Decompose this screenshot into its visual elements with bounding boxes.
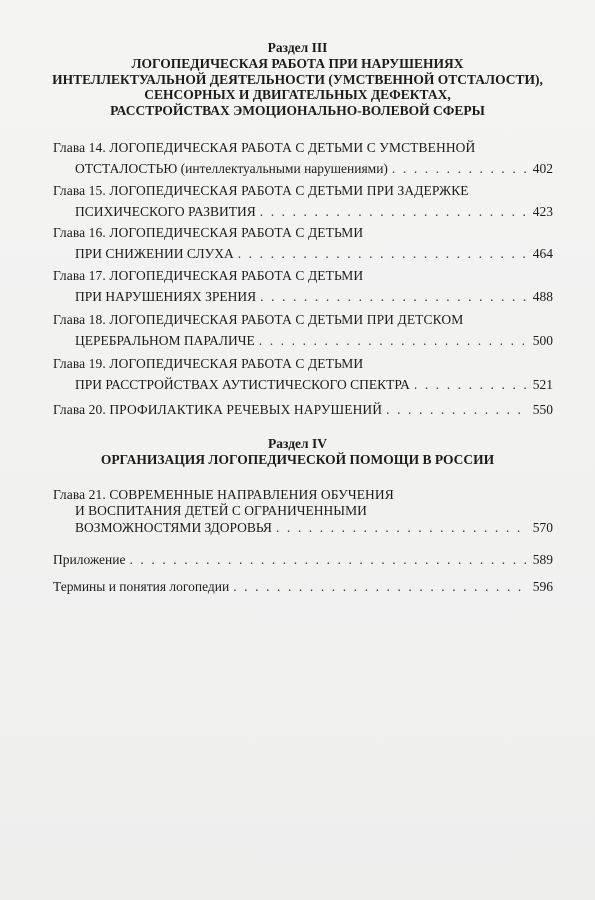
toc-entry-appendix[interactable] [53, 549, 553, 570]
toc-entry-chapter-15[interactable] [53, 180, 553, 222]
chapter-title: Глава 17. ЛОГОПЕДИЧЕСКАЯ РАБОТА С ДЕТЬМИ [53, 268, 364, 283]
chapter-title-cont: И ВОСПИТАНИЯ ДЕТЕЙ С ОГРАНИЧЕННЫМИ [75, 502, 367, 518]
section-3-title-line: ЛОГОПЕДИЧЕСКАЯ РАБОТА ПРИ НАРУШЕНИЯХ [131, 56, 464, 71]
section-4-label: Раздел IV [268, 436, 327, 451]
section-3-title-line: РАССТРОЙСТВАХ ЭМОЦИОНАЛЬНО-ВОЛЕВОЙ СФЕРЫ [110, 102, 485, 118]
toc-entry-chapter-20[interactable] [53, 399, 553, 420]
page-number: 464 [532, 246, 553, 261]
page-number: 423 [532, 204, 553, 219]
chapter-title: Глава 16. ЛОГОПЕДИЧЕСКАЯ РАБОТА С ДЕТЬМИ [53, 225, 364, 240]
dot-leader [129, 549, 527, 570]
dot-leader [260, 201, 527, 222]
dot-leader [233, 576, 527, 597]
chapter-title-cont: ОТСТАЛОСТЬЮ (интеллектуальными нарушениями) [75, 161, 388, 176]
page-number: 570 [532, 520, 553, 535]
chapter-title-cont: ПСИХИЧЕСКОГО РАЗВИТИЯ [75, 204, 256, 219]
dot-leader [238, 243, 527, 264]
page-number: 500 [532, 333, 553, 348]
dot-leader [386, 399, 527, 420]
page-number: 589 [532, 552, 553, 567]
section-3-title-line: ИНТЕЛЛЕКТУАЛЬНОЙ ДЕЯТЕЛЬНОСТИ (УМСТВЕННОЙ ОТСТАЛОСТИ), [52, 71, 543, 87]
page-number: 521 [532, 377, 553, 392]
page-number: 550 [532, 402, 553, 417]
page-number: 488 [532, 289, 553, 304]
section-3-heading [40, 40, 555, 118]
toc-entry-chapter-14[interactable] [53, 137, 553, 179]
toc-entry-glossary[interactable] [53, 576, 553, 597]
chapter-title: Глава 21. СОВРЕМЕННЫЕ НАПРАВЛЕНИЯ ОБУЧЕНИЯ [53, 487, 394, 502]
section-4-title: ОРГАНИЗАЦИЯ ЛОГОПЕДИЧЕСКОЙ ПОМОЩИ В РОССИИ [100, 452, 495, 467]
chapter-title: Глава 19. ЛОГОПЕДИЧЕСКАЯ РАБОТА С ДЕТЬМИ [53, 356, 364, 371]
dot-leader [276, 518, 527, 537]
chapter-title-cont: ПРИ НАРУШЕНИЯХ ЗРЕНИЯ [75, 289, 257, 304]
page-number: 596 [532, 579, 553, 594]
section-3-label: Раздел III [267, 40, 328, 55]
chapter-title: Глава 14. ЛОГОПЕДИЧЕСКАЯ РАБОТА С ДЕТЬМИ С УМСТВЕННОЙ [53, 140, 476, 155]
chapter-title-cont: ПРИ СНИЖЕНИИ СЛУХА [75, 246, 234, 261]
section-4-heading [40, 436, 555, 468]
chapter-title-cont: ВОЗМОЖНОСТЯМИ ЗДОРОВЬЯ [75, 520, 272, 535]
chapter-title: Глава 15. ЛОГОПЕДИЧЕСКАЯ РАБОТА С ДЕТЬМИ ПРИ ЗАДЕРЖКЕ [53, 183, 469, 198]
dot-leader [414, 374, 527, 395]
appendix-label: Приложение [53, 552, 126, 567]
toc-entry-chapter-19[interactable] [53, 353, 553, 395]
chapter-title: Глава 18. ЛОГОПЕДИЧЕСКАЯ РАБОТА С ДЕТЬМИ ПРИ ДЕТСКОМ [53, 312, 464, 327]
dot-leader [392, 158, 527, 179]
toc-entry-chapter-16[interactable] [53, 222, 553, 264]
chapter-title-cont: ПРИ РАССТРОЙСТВАХ АУТИСТИЧЕСКОГО СПЕКТРА [75, 377, 410, 392]
toc-entry-chapter-18[interactable] [53, 309, 553, 351]
page-number: 402 [532, 161, 553, 176]
toc-entry-chapter-17[interactable] [53, 265, 553, 307]
dot-leader [260, 286, 527, 307]
glossary-label: Термины и понятия логопедии [53, 579, 230, 594]
toc-entry-chapter-21[interactable] [53, 487, 553, 537]
section-3-title-line: СЕНСОРНЫХ И ДВИГАТЕЛЬНЫХ ДЕФЕКТАХ, [144, 87, 451, 102]
chapter-title-cont: ЦЕРЕБРАЛЬНОМ ПАРАЛИЧЕ [75, 333, 255, 348]
chapter-title: Глава 20. ПРОФИЛАКТИКА РЕЧЕВЫХ НАРУШЕНИЙ [53, 402, 383, 417]
dot-leader [259, 330, 527, 351]
